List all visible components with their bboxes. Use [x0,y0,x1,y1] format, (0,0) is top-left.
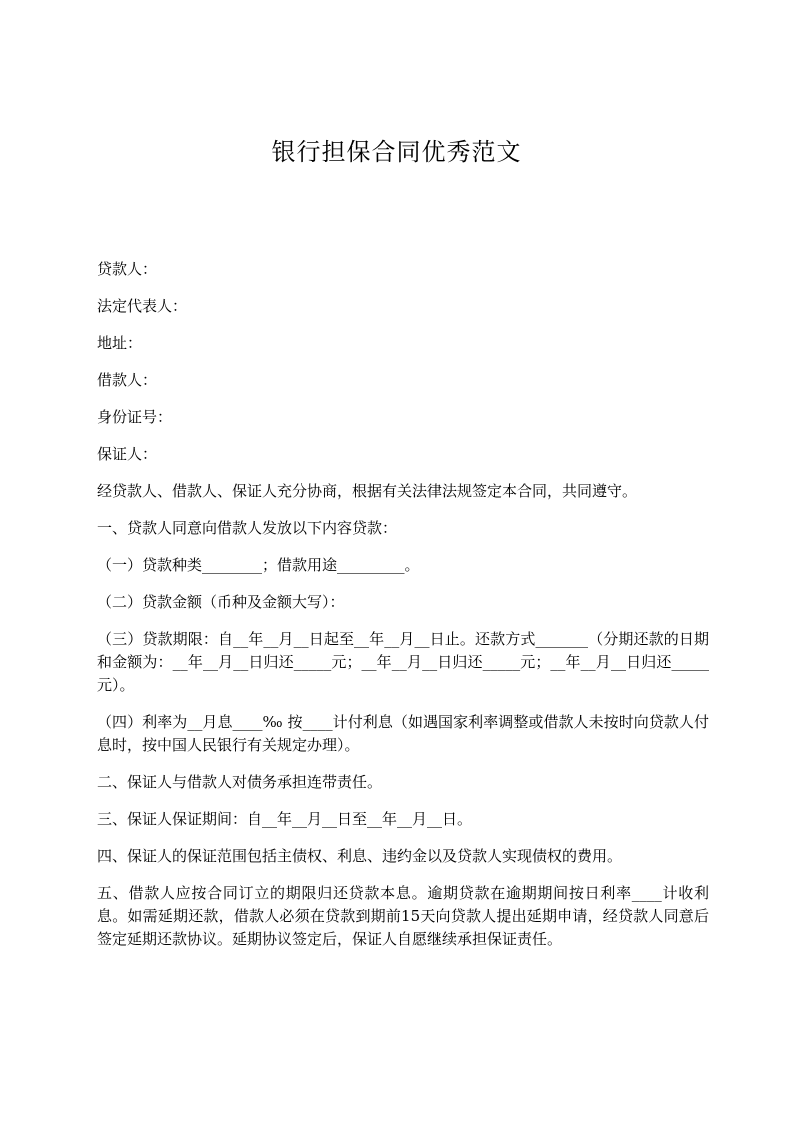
guarantor-field: 保证人： [97,445,158,463]
clause-1-item-1: （一）贷款种类________；借款用途_________。 [97,556,420,574]
address-field: 地址： [97,334,143,352]
clause-4: 四、保证人的保证范围包括主债权、利息、违约金以及贷款人实现债权的费用。 [97,847,623,865]
legal-representative-field: 法定代表人： [97,297,188,315]
clause-1-heading: 一、贷款人同意向借款人发放以下内容贷款： [97,519,398,537]
clause-3: 三、保证人保证期间：自__年__月__日至__年__月__日。 [97,810,473,828]
clause-1-item-4: （四）利率为__月息____‰ 按____计付利息（如遇国家利率调整或借款人未按时向贷款人付息时，按中国人民银行有关规定办理）。 [97,713,709,754]
lender-field: 贷款人： [97,260,158,278]
clause-1-item-3: （三）贷款期限：自__年__月__日起至__年__月__日止。还款方式_______（分期还款的日期和金额为：__年__月__日归还_____元；__年__月__日归还_____元；__年__月__日归还_____元）。 [97,630,709,694]
preamble-paragraph: 经贷款人、借款人、保证人充分协商，根据有关法律法规签定本合同，共同遵守。 [97,482,638,500]
clause-1-item-2: （二）贷款金额（币种及金额大写）： [97,593,345,611]
document-body [97,258,709,965]
borrower-field: 借款人： [97,371,158,389]
clause-2: 二、保证人与借款人对债务承担连带责任。 [97,773,383,791]
document-title: 银行担保合同优秀范文 [271,138,522,166]
id-number-field: 身份证号： [97,408,173,426]
clause-5: 五、借款人应按合同订立的期限归还贷款本息。逾期贷款在逾期期间按日利率____计收利息。如需延期还款，借款人必须在贷款到期前15天向贷款人提出延期申请，经贷款人同意后签定延期还款协议。延期协议签定后，保证人自愿继续承担保证责任。 [97,884,709,948]
